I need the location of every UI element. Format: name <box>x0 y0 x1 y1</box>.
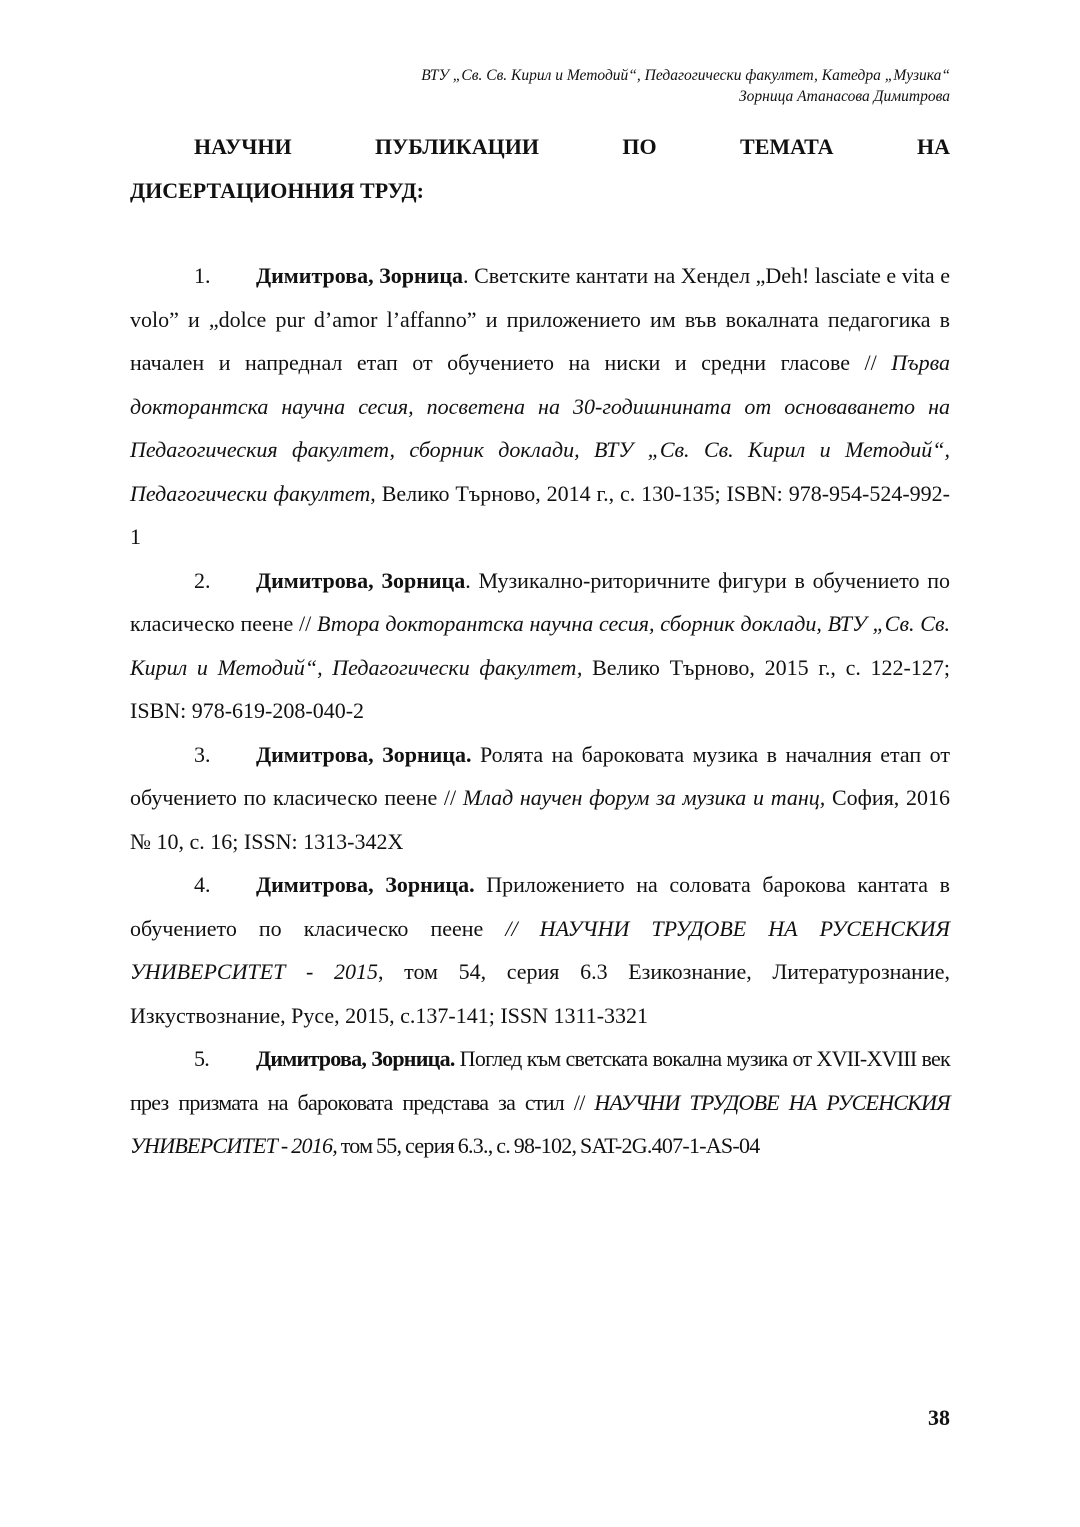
publication-text: Ролята на бароковата музика в началния етап от обучението по класическо пеене // <box>130 741 950 810</box>
title-word: ТЕМАТА <box>740 134 834 159</box>
publication-number: 5. <box>194 1046 209 1071</box>
title-word: ПУБЛИКАЦИИ <box>375 134 539 159</box>
publication-details: том 55, серия 6.3., с. 98-102, SAT-2G.407-1-AS-04 <box>336 1133 760 1158</box>
publication-list <box>130 254 950 1168</box>
publication-source: Първа докторантска научна сесия, посветена на 30-годишнината от основаването на Педагогическия факултет, сборник доклади, ВТУ „Св. Св. Кирил и Методий“, Педагогически факултет <box>130 350 950 506</box>
publication-item <box>130 733 950 864</box>
publication-text: Поглед към светската вокална музика от XVII-XVIII век през призмата на бароковата представа за стил // <box>130 1046 950 1115</box>
publication-details: , Велико Търново, 2014 г., с. 130-135; ISBN: 978-954-524-992-1 <box>130 480 951 549</box>
header-institution: ВТУ „Св. Св. Кирил и Методий“, Педагогически факултет, Катедра „Музика“ <box>421 67 950 84</box>
publication-source: НАУЧНИ ТРУДОВЕ НА РУСЕНСКИЯ УНИВЕРСИТЕТ - 2016, <box>130 1089 950 1158</box>
publication-item <box>130 1037 950 1168</box>
page-header <box>421 65 950 107</box>
publication-item <box>130 559 950 733</box>
section-title <box>130 125 950 213</box>
publication-author: Димитрова, Зорница. <box>256 741 472 767</box>
publication-source: Втора докторантска научна сесия, сборник доклади, ВТУ „Св. Св. Кирил и Методий“, Педагогически факултет, <box>130 611 951 680</box>
publication-author: Димитрова, Зорница <box>256 263 464 288</box>
publication-author: Димитрова, Зорница <box>256 567 466 593</box>
header-author: Зорница Атанасова Димитрова <box>738 88 950 105</box>
publication-author: Димитрова, Зорница. <box>256 1046 455 1071</box>
publication-author: Димитрова, Зорница. <box>256 872 475 897</box>
publication-source: Млад научен форум за музика и танц, <box>462 785 826 810</box>
publication-number: 3. <box>194 741 211 767</box>
title-line-2: ДИСЕРТАЦИОННИЯ ТРУД: <box>130 178 424 203</box>
title-line-1 <box>130 125 950 169</box>
publication-number: 2. <box>194 567 211 593</box>
publication-number: 4. <box>194 872 211 897</box>
page-number: 38 <box>928 1405 950 1430</box>
title-word: ПО <box>622 134 657 159</box>
publication-source: // НАУЧНИ ТРУДОВЕ НА РУСЕНСКИЯ УНИВЕРСИТЕТ - 2015 <box>130 915 950 984</box>
publication-details: Велико Търново, 2015 г., с. 122-127; ISBN: 978-619-208-040-2 <box>130 654 950 723</box>
publication-details: София, 2016 № 10, с. 16; ISSN: 1313-342X <box>130 785 951 854</box>
publication-details: , том 54, серия 6.3 Езикознание, Литературознание, Изкуствознание, Русе, 2015, с.137-141; ISSN 1311-3321 <box>130 959 950 1028</box>
publication-text: . Музикално-риторичните фигури в обучението по класическо пеене // <box>130 567 950 636</box>
publication-text: . Светските кантати на Хендел „Deh! lasciate e vita e volo” и „dolce pur d’amor l’affanno” и приложението им във вокалната педагогика в начален и напреднал етап от обучението на ниски и средни гласове // <box>130 263 950 375</box>
publication-item <box>130 863 950 1037</box>
title-word: НА <box>917 134 950 159</box>
title-word: НАУЧНИ <box>194 134 292 159</box>
publication-number: 1. <box>194 263 211 288</box>
publication-item <box>130 254 950 559</box>
publication-text: Приложението на соловата барокова кантата в обучението по класическо пеене <box>130 872 950 941</box>
